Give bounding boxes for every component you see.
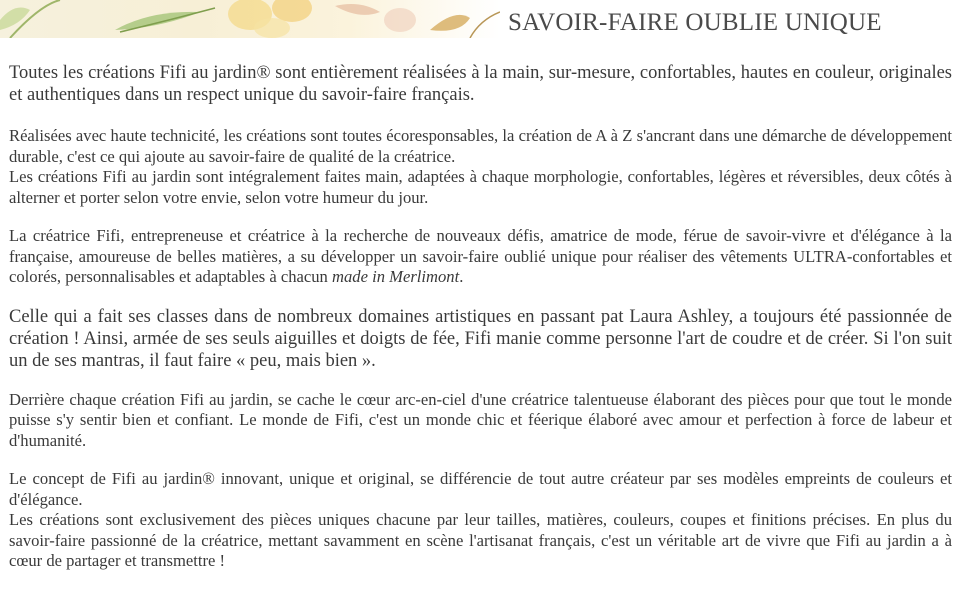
paragraph-technicite: Réalisées avec haute technicité, les créations sont toutes écoresponsables, la création de A à Z s'ancrant dans une démarche de développement durable, c'est ce qui ajoute au savoir-faire de qualité de la créatrice. <box>9 126 952 166</box>
page-title: SAVOIR-FAIRE OUBLIE UNIQUE <box>508 9 882 36</box>
paragraph-intro: Toutes les créations Fifi au jardin® sont entièrement réalisées à la main, sur-mesure, confortables, hautes en couleur, originales et authentiques dans un respect unique du savoir-faire français. <box>9 63 952 105</box>
paragraph-pieces-uniques: Les créations sont exclusivement des pièces uniques chacune par leur tailles, matières, couleurs, coupes et finitions précises. En plus du savoir-faire passionné de la créatrice, mettant savamment en scène l'artisanat français, c'est un véritable art de vivre que Fifi au jardin a à cœur de partager et transmettre ! <box>9 510 952 570</box>
paragraph-creatrice-end: . <box>459 267 464 286</box>
content-body <box>9 62 952 572</box>
paragraph-parcours: Celle qui a fait ses classes dans de nombreux domaines artistiques en passant pat Laura Ashley, a toujours été passionnée de création ! Ainsi, armée de ses seuls aiguilles et doigts de fée, Fifi manie comme personne l'art de coudre et de créer. Si l'on suit un de ses mantras, il faut faire « peu, mais bien ». <box>9 306 952 371</box>
paragraph-creatrice <box>9 226 952 288</box>
paragraph-creatrice-text: La créatrice Fifi, entrepreneuse et créatrice à la recherche de nouveaux défis, amatrice de mode, férue de savoir-vivre et d'élégance à la française, amoureuse de belles matières, a su développer un savoir-faire oublié unique pour réaliser des vêtements ULTRA-confortables et colorés, personnalisables et adaptables à chacun <box>9 226 952 286</box>
floral-illustration <box>0 0 500 38</box>
paragraph-coeur: Derrière chaque création Fifi au jardin, se cache le cœur arc-en-ciel d'une créatrice talentueuse élaborant des pièces pour que tout le monde puisse s'y sentir bien et confiant. Le monde de Fifi, c'est un monde chic et féerique élaboré avec amour et perfection à force de labeur et d'humanité. <box>9 389 952 450</box>
paragraph-fait-main: Les créations Fifi au jardin sont intégralement faites main, adaptées à chaque morphologie, confortables, légères et réversibles, deux côtés à alterner et porter selon votre envie, selon votre humeur du jour. <box>9 167 952 207</box>
floral-banner-image <box>0 0 500 38</box>
paragraph-concept: Le concept de Fifi au jardin® innovant, unique et original, se différencie de tout autre créateur par ses modèles empreints de couleurs et d'élégance. <box>9 469 952 509</box>
made-in-merlimont: made in Merlimont <box>332 267 460 286</box>
